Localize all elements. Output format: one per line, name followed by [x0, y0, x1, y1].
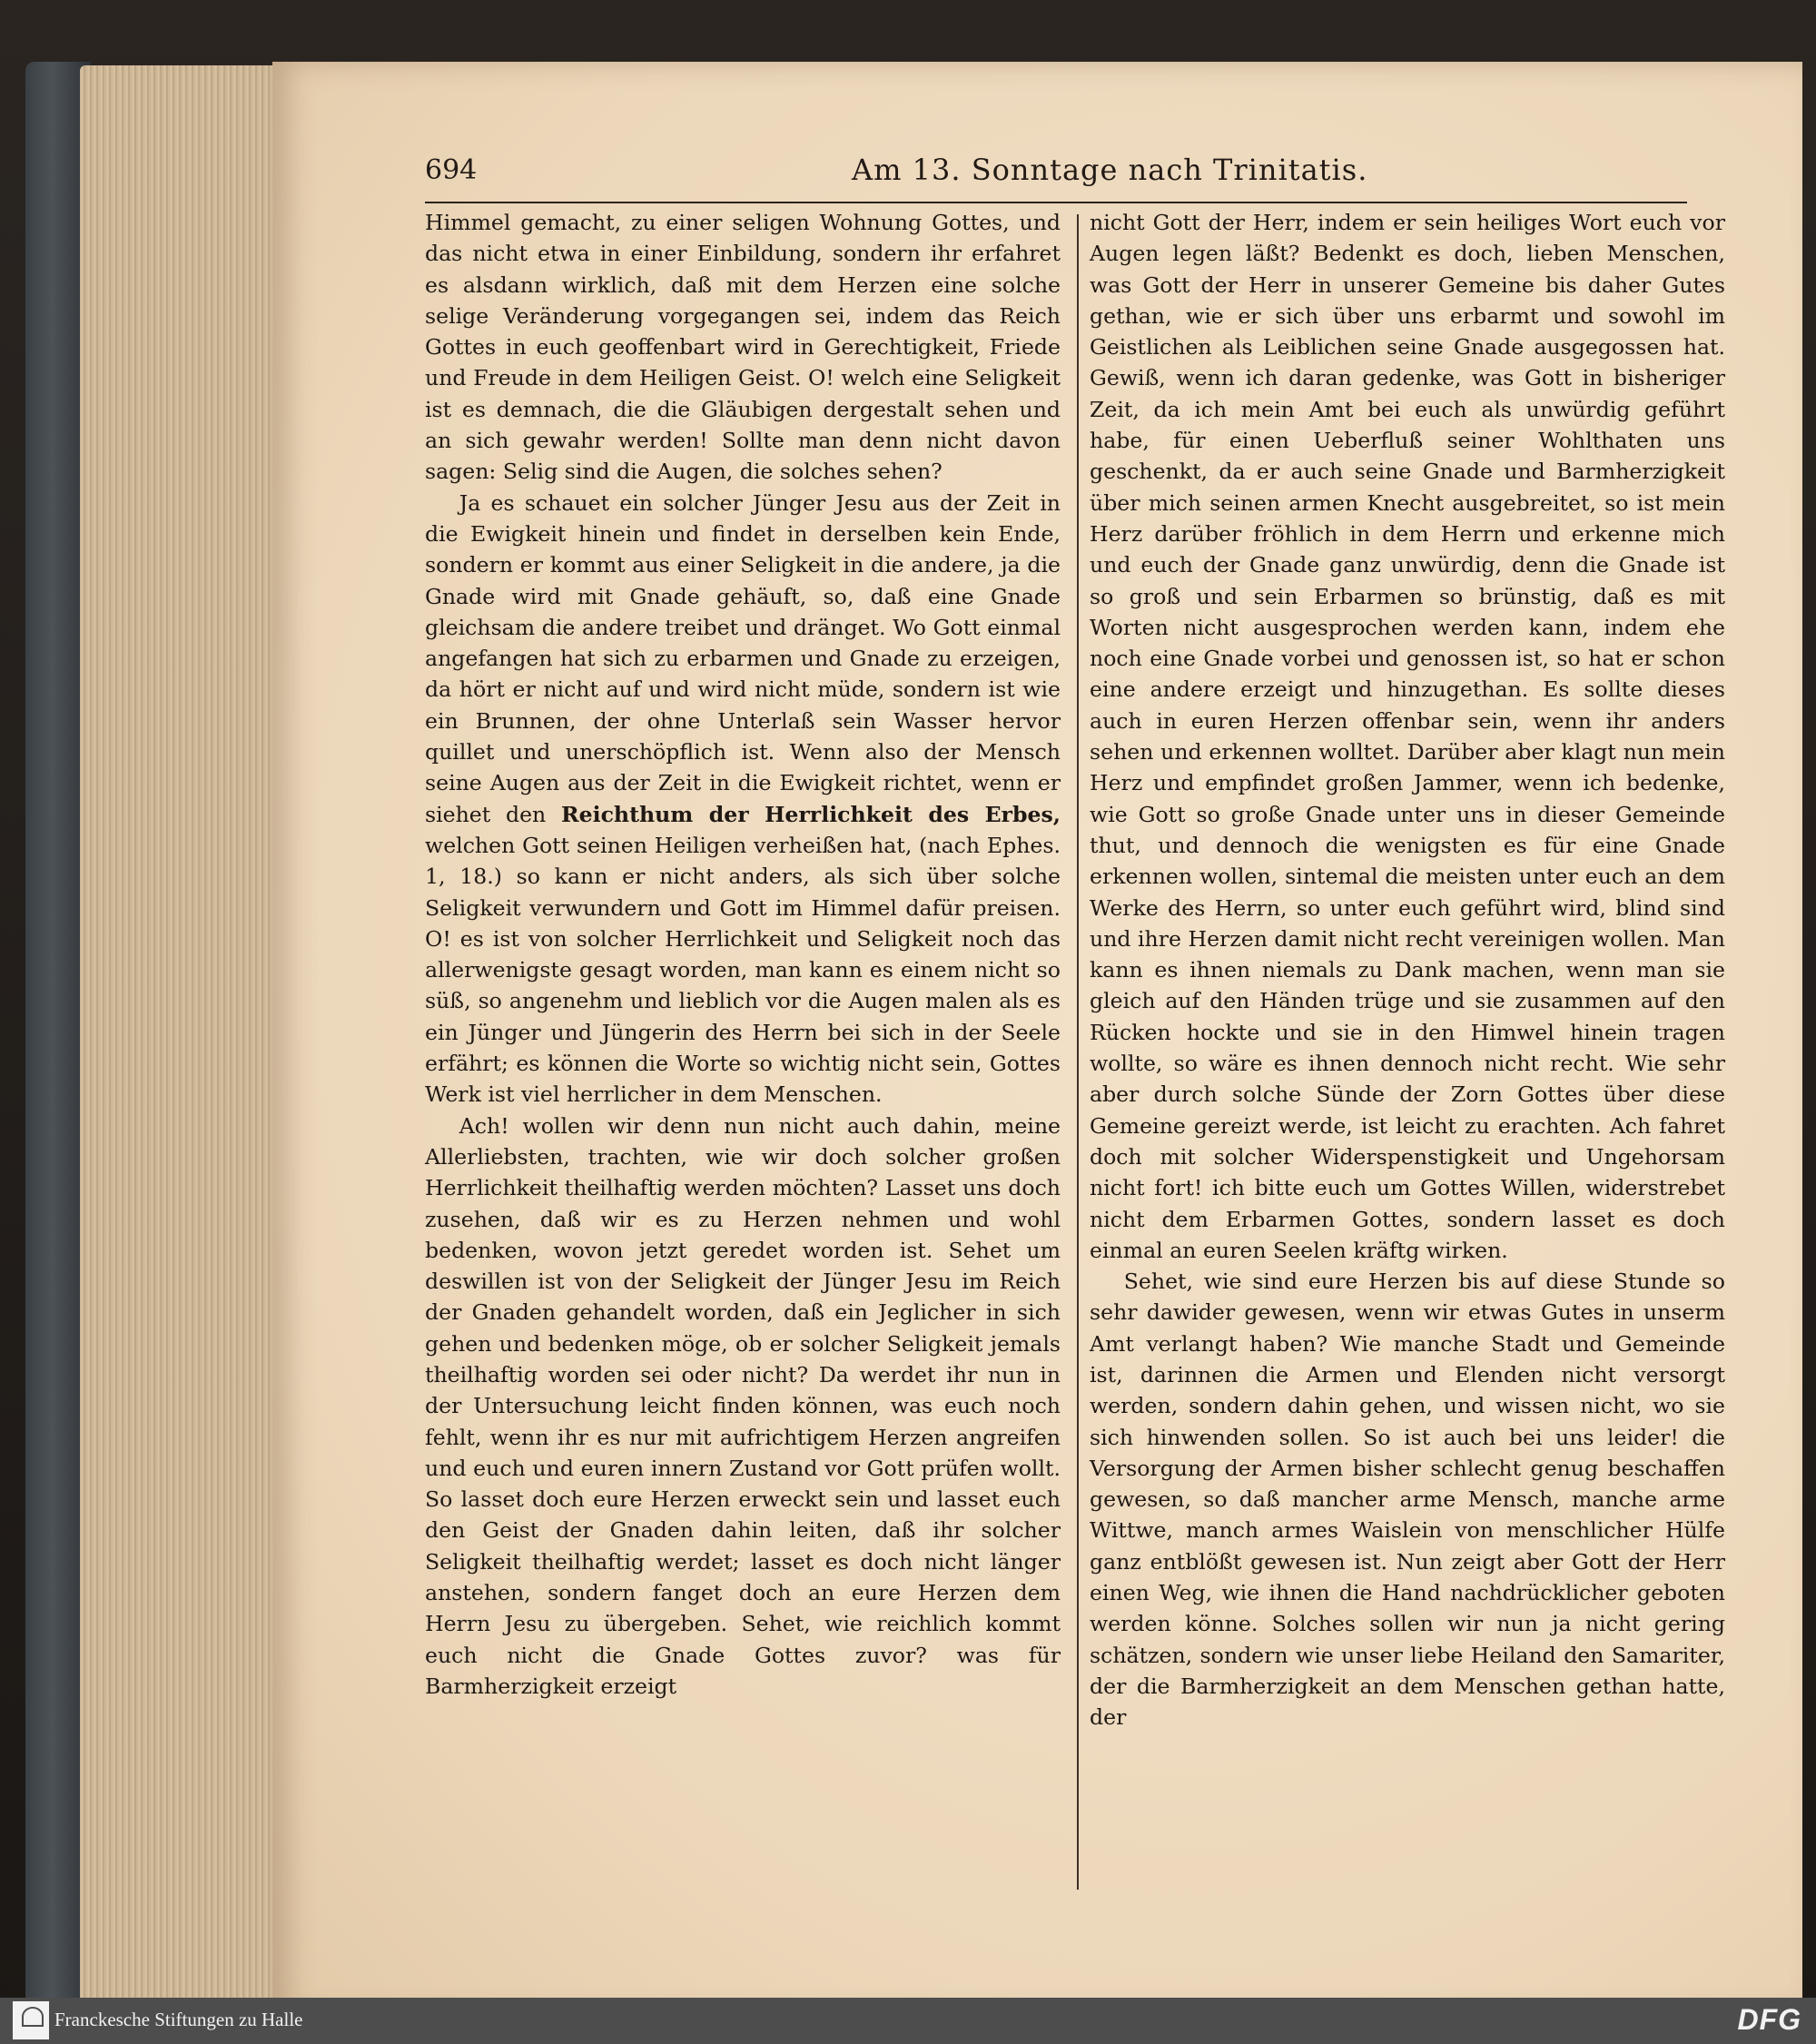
institution-name: Franckesche Stiftungen zu Halle	[54, 2009, 303, 2030]
left-text-column	[425, 207, 1061, 1702]
book-page	[272, 62, 1802, 2016]
page-edges	[80, 65, 298, 2013]
page-header	[425, 147, 1687, 203]
running-title: Am 13. Sonntage nach Trinitatis.	[852, 153, 1368, 187]
right-text-column	[1090, 207, 1725, 1733]
paragraph: Himmel gemacht, zu einer seligen Wohnung Gottes, und das nicht etwa in einer Einbildung, sondern ihr erfahret es alsdann wirklich, daß mit dem Herzen eine solche selige Veränderung vorgegangen sei, indem das Reich Gottes in euch geoffenbart wird in Gerechtigkeit, Friede und Freude in dem Heiligen Geist. O! welch eine Seligkeit ist es demnach, die die Gläubigen dergestalt sehen und an sich gewahr werden! Sollte man denn nicht davon sagen: Selig sind die Augen, die solches sehen?	[425, 210, 1061, 485]
paragraph: Ach! wollen wir denn nun nicht auch dahin, meine Allerliebsten, trachten, wie wir doch solcher großen Herrlichkeit theilhaftig werden möchten? Lasset uns doch zusehen, daß wir es zu Herzen nehmen und wohl bedenken, wovon jetzt geredet worden ist. Sehet um deswillen ist von der Seligkeit der Jünger Jesu im Reich der Gnaden gehandelt worden, daß ein Jeglicher in sich gehen und bedenken möge, ob er solcher Seligkeit jemals theilhaftig worden sei oder nicht? Da werdet ihr nun in der Untersuchung leicht finden können, was euch noch fehlt, wenn ihr es nur mit aufrichtigem Herzen angreifen und euch und euren innern Zustand vor Gott prüfen wollt. So lasset doch eure Herzen erweckt sein und lasset euch den Geist der Gnaden dahin leiten, daß ihr solcher Seligkeit theilhaftig werdet; lasset es doch nicht länger anstehen, sondern fanget doch an eure Herzen dem Herrn Jesu zu übergeben. Sehet, wie reichlich kommt euch nicht die Gnade Gottes zuvor? was für Barmherzigkeit erzeigt	[425, 1112, 1061, 1699]
francke-foundation-emblem-icon	[13, 2001, 49, 2039]
paragraph: Sehet, wie sind eure Herzen bis auf diese Stunde so sehr dawider gewesen, wenn wir etwas Gutes in unserm Amt verlangt haben? Wie manche Stadt und Gemeinde ist, darinnen die Armen und Elenden nicht versorgt werden, sondern dahin gehen, und wissen nicht, wo sie sich hinwenden sollen. So ist auch bei uns leider! die Versorgung der Armen bisher schlecht genug beschaffen gewesen, so daß mancher arme Mensch, manche arme Wittwe, manch armes Waislein von menschlicher Hülfe ganz entblößt gewesen ist. Nun zeigt aber Gott der Herr einen Weg, wie ihnen die Hand nachdrücklicher geboten werden könne. Solches sollen wir nun ja nicht gering schätzen, sondern wie unser liebe Heiland den Samariter, der die Barmherzigkeit an dem Menschen gethan hatte, der	[1090, 1269, 1725, 1731]
dfg-logo: DFG	[1737, 2003, 1801, 2036]
column-divider	[1077, 214, 1079, 1890]
bold-phrase: Reichthum der Herrlichkeit des Erbes,	[560, 801, 1061, 827]
paragraph: nicht Gott der Herr, indem er sein heiliges Wort euch vor Augen legen läßt? Bedenkt es doch, lieben Menschen, was Gott der Herr in unserer Gemeine bis daher Gutes gethan, wie er sich über uns erbarmt und sowohl im Geistlichen als Leiblichen seine Gnade ausgegossen hat. Gewiß, wenn ich daran gedenke, was Gott in bisheriger Zeit, da ich mein Amt bei euch als unwürdig geführt habe, für einen Ueberfluß seiner Wohlthaten uns geschenkt, da er auch seine Gnade und Barmherzigkeit über mich seinen armen Knecht ausgebreitet, so ist mein Herz darüber fröhlich in dem Herrn und erkenne mich und euch der Gnade ganz unwürdig, denn die Gnade ist so groß und sein Erbarmen so brünstig, daß es mit Worten nicht ausgesprochen werden kann, indem ehe noch eine Gnade vorbei und genossen ist, so hat er schon eine andere erzeigt und hinzugethan. Es sollte dieses auch in euren Herzen offenbar sein, wenn ihr anders sehen und erkennen wolltet. Darüber aber klagt nun mein Herz und empfindet großen Jammer, wenn ich bedenke, wie Gott so große Gnade unter uns in dieser Gemeinde thut, und dennoch die wenigsten es für eine Gnade erkennen wollen, sintemal die meisten unter euch an dem Werke des Herrn, so unter euch geführt wird, blind sind und ihre Herzen damit nicht recht vereinigen wollen. Man kann es ihnen niemals zu Dank machen, wenn man sie gleich auf den Händen trüge und sie zusammen auf den Rücken hockte und sie in den Himwel hinein tragen wollte, so wäre es ihnen dennoch nicht recht. Wie sehr aber durch solche Sünde der Zorn Gottes über diese Gemeine gereizt werde, ist leicht zu erachten. Ach fahret doch mit solcher Widerspenstigkeit und Ungehorsam nicht fort! ich bitte euch um Gottes Willen, widerstrebet nicht dem Erbarmen Gottes, sondern lasset es doch einmal an euren Seelen kräftg wirken.	[1090, 210, 1725, 1263]
paragraph-text: Ja es schauet ein solcher Jünger Jesu aus der Zeit in die Ewigkeit hinein und findet in derselben kein Ende, sondern er kommt aus einer Seligkeit in die andere, ja die Gnade wird mit Gnade gehäuft, so, daß eine Gnade gleichsam die andere treibet und dränget. Wo Gott einmal angefangen hat sich zu erbarmen und Gnade zu erzeigen, da hört er nicht auf und wird nicht müde, sondern ist wie ein Brunnen, der ohne Unterlaß sein Wasser hervor quillet und unerschöpflich ist. Wenn also der Mensch seine Augen aus der Zeit in die Ewigkeit richtet, wenn er siehet den	[425, 489, 1061, 827]
paragraph	[425, 488, 1061, 1111]
paragraph-text: welchen Gott seinen Heiligen verheißen hat, (nach Ephes. 1, 18.) so kann er nicht anders, als sich über solche Seligkeit verwundern und Gott im Himmel dafür preisen. O! es ist von solcher Herrlichkeit und Seligkeit noch das allerwenigste gesagt worden, man kann es einem nicht so süß, so angenehm und lieblich vor die Augen malen als es ein Jünger und Jüngerin des Herrn bei sich in der Seele erfährt; es können die Worte so wichtig nicht sein, Gottes Werk ist viel herrlicher in dem Menschen.	[425, 832, 1061, 1108]
footer-bar	[0, 1998, 1816, 2044]
page-number: 694	[425, 154, 478, 186]
